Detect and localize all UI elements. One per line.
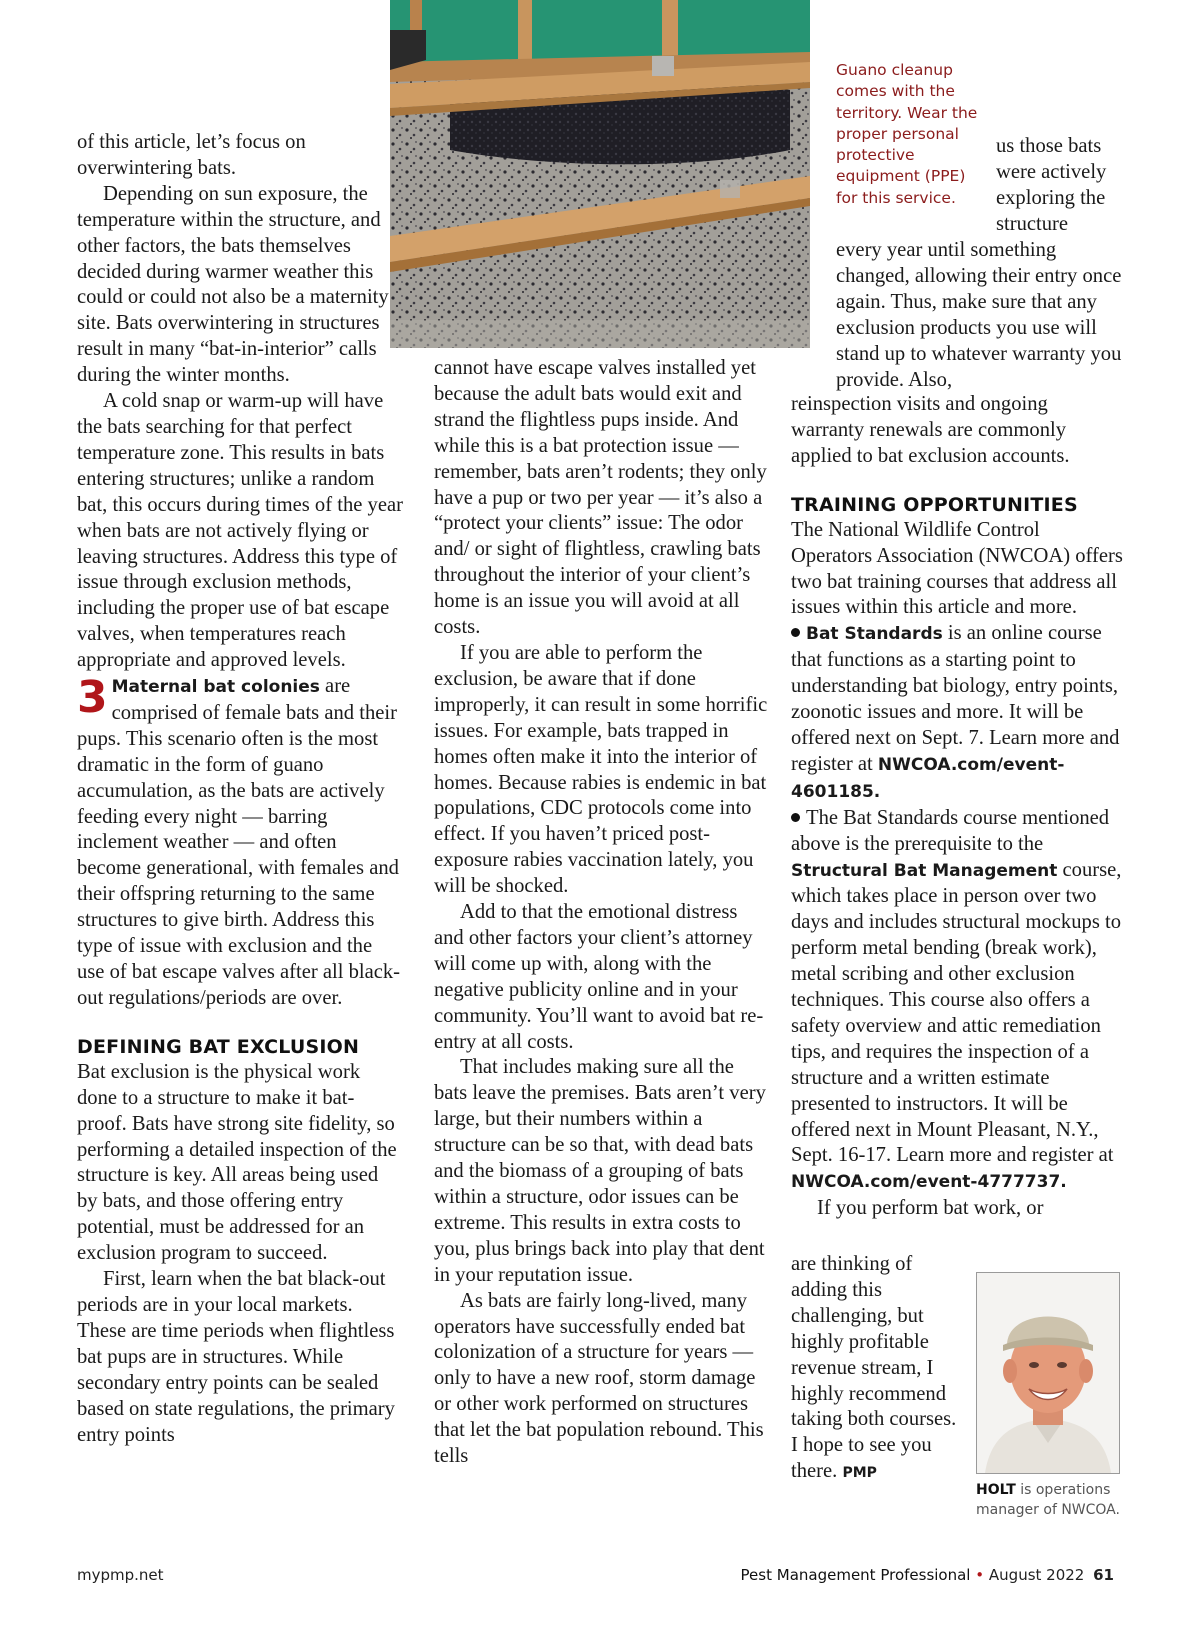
course-name: Structural Bat Management (791, 860, 1058, 881)
bullet-item (791, 806, 1123, 1197)
course-link[interactable]: NWCOA.com/event-4601185. (791, 754, 1065, 802)
bullet-text: is an online course that functions as a starting point to understanding bat biology, entry points, zoonotic issues and more. It will be offered next on Sept. 7. Learn more and register at (791, 622, 1120, 775)
column-3 (791, 392, 1123, 1222)
bullet-icon (791, 813, 800, 822)
column-1 (77, 130, 403, 1448)
magazine-title: Pest Management Professional (740, 1566, 971, 1584)
section-heading: DEFINING BAT EXCLUSION (77, 1035, 360, 1058)
paragraph: That includes making sure all the bats leave the premises. Bats aren’t very large, but their numbers within a structure can be so that, with dead bats and the biomass of a grouping of bats within a structure, odor issues can be extreme. This results in extra costs to you, plus brings back into play that dent in your reputation issue. (434, 1056, 766, 1286)
footer-folio (741, 1566, 1114, 1584)
issue-date: August 2022 (988, 1566, 1085, 1584)
bullet-item (791, 621, 1123, 805)
column-3-top-mid (836, 238, 1126, 393)
author-role: is operations manager of NWCOA. (976, 1482, 1120, 1518)
author-name: HOLT (976, 1482, 1016, 1498)
paragraph: of this article, let’s focus on overwintering bats. (77, 131, 306, 179)
page-number: 61 (1093, 1566, 1114, 1584)
paragraph-continuation: every year until something changed, allowing their entry once again. Thus, make sure that any exclusion products you use will stand up to whatever warranty you provide. Also, (836, 239, 1122, 391)
section-heading: TRAINING OPPORTUNITIES (791, 493, 1078, 516)
paragraph-continuation (791, 1252, 961, 1487)
author-portrait-icon (977, 1273, 1119, 1473)
author-bio (976, 1480, 1136, 1520)
author-headshot (976, 1272, 1120, 1474)
paragraph: First, learn when the bat black-out periods are in your local markets. These are time periods when flightless bat pups are in structures. While secondary entry points can be sealed based on state regulations, the primary entry points (77, 1268, 395, 1446)
footer-separator: • (975, 1566, 985, 1584)
paragraph: cannot have escape valves installed yet because the adult bats would exit and strand the flightless pups inside. And while this is a bat protection issue — remember, bats aren’t rodents; they only have a pup or two per year — it’s also a “protect your clients” issue: The odor and/ or sight of flightless, crawling bats throughout the interior of your client’s home is an issue you will avoid at all costs. (434, 357, 767, 639)
attic-guano-photo (390, 0, 810, 348)
course-name: Bat Standards (806, 624, 943, 645)
paragraph: The National Wildlife Control Operators Association (NWCOA) offers two bat training courses that address all issues within this article and more. (791, 518, 1123, 619)
maternal-colonies-paragraph (77, 674, 403, 1012)
photo-caption: Guano cleanup comes with the territory. Wear the proper personal protective equipment (PPE) for this service. (836, 61, 978, 207)
lead-in: Maternal bat colonies (111, 677, 320, 698)
bullet-icon (791, 628, 800, 637)
paragraph: A cold snap or warm-up will have the bats searching for that perfect temperature zone. This results in bats entering structures; unlike a random bat, this occurs during times of the year when bats are not actively flying or leaving structures. Address this type of issue through exclusion methods, including the proper use of bat escape valves, when temperatures reach appropriate and approved levels. (77, 390, 403, 672)
paragraph-continuation: reinspection visits and ongoing warranty renewals are commonly applied to bat exclusion accounts. (791, 393, 1070, 467)
column-2 (434, 356, 768, 1470)
paragraph: If you perform bat work, or (817, 1197, 1044, 1220)
footer-website: mypmp.net (77, 1566, 164, 1584)
section-number-3: 3 (77, 672, 108, 724)
end-mark: PMP (842, 1465, 877, 1482)
guano-photo-graphic (390, 0, 810, 348)
bullet-text: The Bat Standards course mentioned above is the prerequisite to the (791, 806, 1110, 855)
column-3-bottom-narrow (791, 1252, 961, 1487)
paragraph: As bats are fairly long-lived, many operators have successfully ended bat colonization of a structure for years — only to have a new roof, storm damage or other work performed on structures that let the bat population rebound. This tells (434, 1289, 764, 1468)
paragraph-text: are thinking of adding this challenging, but highly profitable revenue stream, I highly recommend taking both courses. I hope to see you there. (791, 1253, 957, 1483)
paragraph-text: are comprised of female bats and their pups. This scenario often is the most dramatic in the form of guano accumulation, as the bats are actively feeding every night — barring inclement weather — and often become generational, with females and their offspring returning to the same structures to give birth. Address this type of issue with exclusion and the use of bat escape valves after all black-out regulations/periods are over. (77, 675, 401, 1009)
bullet-text: course, which takes place in person over two days and includes structural mockups to perform metal bending (break work), metal scribing and other exclusion techniques. This course also offers a safety overview and attic remediation tips, and requires the inspection of a structure and a written estimate presented to instructors. It will be offered next in Mount Pleasant, N.Y., Sept. 16-17. Learn more and register at (791, 858, 1122, 1167)
column-3-top-narrow (996, 134, 1120, 238)
course-link[interactable]: NWCOA.com/event-4777737. (791, 1172, 1067, 1193)
paragraph: Depending on sun exposure, the temperature within the structure, and other factors, the bats themselves decided during warmer weather this could or could not also be a maternity site. Bats overwintering in structures result in many “bat-in-interior” calls during the winter months. (77, 182, 389, 387)
paragraph: Bat exclusion is the physical work done to a structure to make it bat-proof. Bats have strong site fidelity, so performing a detailed inspection of the structure is key. All areas being used by bats, and those offering entry potential, must be addressed for an exclusion program to succeed. (77, 1060, 397, 1265)
paragraph-continuation: us those bats were actively exploring the structure (996, 135, 1107, 235)
paragraph: If you are able to perform the exclusion, be aware that if done improperly, it can result in some horrific issues. For example, bats trapped in homes often make it into the interior of homes. Because rabies is endemic in bat populations, CDC protocols come into effect. If you haven’t priced post-exposure rabies vaccination lately, you will be shocked. (434, 641, 768, 898)
paragraph: Add to that the emotional distress and other factors your client’s attorney will come up with, along with the negative publicity online and in your community. You’ll want to avoid bat re-entry at all costs. (434, 901, 764, 1053)
